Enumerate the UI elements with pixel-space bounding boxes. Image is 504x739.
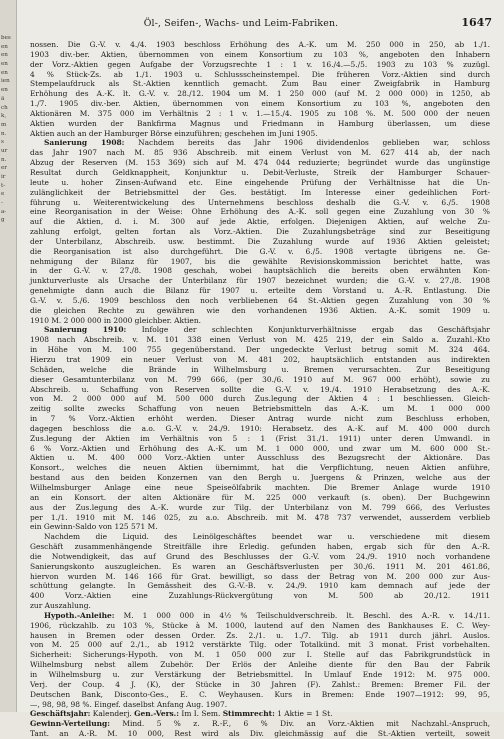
text-line: Resultat durch Geldknappheit, Konjunktur u. Debit-Verluste, Streik der Hamburger Schauer- — [30, 167, 490, 177]
text-line: die gleichen Rechte zu gewähren wie den vorhandenen 1936 Aktien. A.-K. somit 1909 u. — [30, 305, 490, 315]
text-line: das Jahr 1907 nach M. 85 936 Abschreib. mit einem Verlust von M. 627 414 ab, der nach — [30, 148, 490, 158]
previous-page-edge — [0, 0, 17, 712]
gutter-fragment: k, — [1, 113, 7, 120]
gutter-fragment: bes — [1, 35, 11, 41]
text-line: der Unterbilanz, Abschreib. usw. bestimmt. Die Zuzahlung wurde auf 1936 Aktien geleistet; — [30, 236, 490, 246]
text-line: Abschreib. u. Schaffung von Reserven sollte die G.-V. v. 19./4. 1910 Herabsetzung des A.-K. — [30, 384, 490, 394]
text-line: an ein Konsort. der alten Aktionäre für M. 225 000 verkauft (s. oben). Der Buchgewinn — [30, 492, 490, 502]
text-line: Geschäftsjahr: Kalenderj. Gen.-Vers.: Im I. Sem. Stimmrecht: 1 Aktie = 1 St. — [30, 709, 333, 719]
text-line: nehmigung der Bilanz für 1907, bis die gewählte Revisionskommission berichtet hatte, was — [30, 256, 490, 266]
text-line: Wilhelmsburg nebst allem Zubehör. Der Erlös der Anleihe diente für den Bau der Fabrik — [30, 660, 490, 670]
gutter-fragment: e — [1, 191, 5, 198]
text-line: Konsort., welches die neuen Aktien übernimmt, hat die Verpflichtung, neuen Aktien anführe, — [30, 463, 490, 473]
text-line: Geschäft zusammenhängende Streitfälle ihre Erledig. gefunden haben, ergab sich für den A.-R. — [30, 542, 490, 552]
text-line: zeitig sollte zwecks Schaffung von neuen Betriebsmitteln das A.-K. um M. 1 000 000 — [30, 404, 490, 414]
gutter-fragment: t- — [1, 182, 6, 189]
gutter-fragment: ien — [1, 78, 10, 85]
text-line: die Notwendigkeit, das auf Grund des Beschlusses der G.-V. vom 24./9. 1910 noch vorhandene — [30, 551, 490, 561]
text-line: per 1./1. 1910 mit M. 146 025, zu a.o. Abschreib. mit M. 478 737 verwendet, ausserdem verblieb — [30, 512, 490, 522]
text-line: eine Reorganisation in der Weise: Ohne Erhöhung des A.-K. soll gegen eine Zuzahlung von 30 % — [30, 207, 490, 217]
text-line: Nachdem die Liquid. des Leinölgeschäftes beendet war u. verschiedene mit diesem — [44, 532, 490, 542]
gutter-fragment: n. — [1, 130, 7, 137]
gutter-text-fragments — [1, 34, 15, 225]
running-head-title: Öl-, Seifen-, Wachs- und Leim-Fabriken. — [143, 18, 339, 29]
gutter-fragment: g — [1, 217, 5, 224]
text-line: Tant. an A.-R. M. 10 000, Rest wird als Div. gleichmässig auf die St.-Aktien verteilt, soweit — [30, 729, 490, 739]
text-line: die Reorganisation ist also durchgeführt. Die G.-V. v. 6./5. 1908 vertagte übrigens ne. Ge- — [30, 246, 490, 256]
text-line: —, 98, 98, 98 %. Eingef. daselbst Anfang Aug. 1907. — [30, 699, 228, 709]
gutter-fragment: ch — [1, 104, 8, 111]
text-line: Aktien auch an der Hamburger Börse einzuführen; geschehen im Juni 1905. — [30, 128, 318, 138]
text-line: in Höhe von M. 100 755 gegenüberstand. Der ungedeckte Verlust betrug somit M. 324 464. — [30, 345, 490, 355]
text-line: Sanierung 1908: Nachdem bereits das Jahr 1906 dividendenlos geblieben war, schloss — [44, 138, 490, 148]
text-line: in der G.-V. v. 27./8. 1908 geschah, wobei hauptsächlich die bereits oben erwähnten Kon- — [30, 266, 490, 276]
body-text — [30, 40, 490, 739]
text-line: Zus.legung der Aktien im Verhältnis von 5 : 1 (Frist 31./1. 1911) unter deren Umwandl. in — [30, 433, 490, 443]
text-line: zur Auszahlung. — [30, 601, 91, 611]
text-line: Verj. der Coup. 4 J. (K), der Stücke in 30 Jahren (F). Zahlst.: Bremen: Bremer Fil. der — [30, 679, 490, 689]
text-line: nossen. Die G.-V. v. 4./4. 1903 beschloss Erhöhung des A.-K. um M. 250 000 in 250, ab 1./1. — [30, 40, 490, 49]
text-line: 6 % Vorz.-Aktien und Erhöhung des A.-K. um M. 1 000 000, und zwar um M. 600 000 St.- — [30, 443, 490, 453]
gutter-fragment: s — [1, 139, 4, 146]
text-line: Hypoth.-Anleihe: M. 1 000 000 in 4½ % Teilschuldverschreib. lt. Beschl. des A.-R. v. 14./11. — [44, 610, 490, 620]
page-header — [30, 14, 492, 30]
text-line: Aktionären M. 375 000 im Verhältnis 2 : 1 v. 1.—15./4. 1905 zu 108 %. M. 500 000 der neuen — [30, 108, 490, 118]
text-line: hausen in Bremen oder dessen Order. Zs. 2./1. u. 1./7. Tilg. ab 1911 durch jährl. Auslos. — [30, 630, 490, 640]
text-line: auf die Aktien, d. i. M. 300 auf jede Aktie, erfolgen. Diejenigen Aktien, auf welche Zu- — [30, 217, 490, 227]
text-line: Deutschen Bank, Disconto-Ges., E. C. Weyhausen. Kurs in Bremen: Ende 1907—1912: 99, 95, — [30, 689, 490, 699]
text-line: zulänglichkeit der Betriebsmittel der Ges. bestätigt. Im Interesse einer gedeihlichen Fort- — [30, 187, 490, 197]
gutter-fragment: ä — [1, 95, 5, 102]
gutter-fragment: m — [1, 121, 7, 128]
text-line: Stempelaufdruck als St.-Aktien kenntlich gemacht. Zum Bau einer Zweigfabrik in Hamburg — [30, 79, 490, 89]
text-line: genehmigte dann auch die Bilanz für 1907 u. erteilte dem Vorstand u. A.-R. Entlastung. Die — [30, 286, 490, 296]
text-line: Aktien u. M. 400 000 Vorz.-Aktien unter Ausschluss des Bezugsrecht der Aktionäre. Das — [30, 453, 490, 463]
text-line: von M. 2 000 000 auf M. 500 000 durch Zus.legung der Aktien 4 : 1 beschliessen. Gleich- — [30, 394, 490, 404]
gutter-fragment: - — [1, 200, 3, 207]
text-line: Hierzu trat 1909 ein neuer Verlust von M. 481 202, hauptsächlich entstanden aus indirekten — [30, 355, 490, 364]
text-line: 4 % Stück-Zs. ab 1./1. 1903 u. Schlussscheinstempel. Die früheren Vorz.-Aktien sind durch — [30, 69, 490, 79]
text-line: Sicherheit: Sicherungs-Hypoth. von M. 1 050 000 zur I. Stelle auf das Fabrikgrundstück in — [30, 650, 490, 660]
text-line: in Wilhelmsburg u. zur Verstärkung der Betriebsmittel. In Umlauf Ende 1912: M. 975 000. — [30, 670, 490, 679]
text-line: Erhöhung des A.-K. lt. G.-V. v. 28./12. 1904 um M. 1 250 000 (auf M. 2 000 000) in 1250, ab — [30, 89, 490, 99]
text-line: Abzug der Reserven (M. 153 369) sich auf M. 474 044 reduzierte; begründet wurde das ungünstige — [30, 158, 490, 168]
text-line: dieser Gesamtunterbilanz von M. 799 666, (per 30./6. 1910 auf M. 967 000 erhöht), sowie zu — [30, 374, 490, 384]
text-line: leute u. hoher Zinsen-Aufwand etc. Eine eingehende Prüfung der Verhältnisse hat die Un- — [30, 177, 490, 187]
gutter-fragment: ir — [1, 174, 6, 180]
gutter-fragment: n. — [1, 156, 7, 163]
text-line: in 7 % Vorz.-Aktien erhöht werden. Dieser Antrag wurde nicht zum Beschluss erhoben, — [30, 414, 490, 424]
text-line: Aktien wurden der Bankfirma Magnus und Friedmann in Hamburg überlassen, um diese — [30, 118, 490, 128]
text-line: G.-V. v. 5./6. 1909 beschloss den noch verbliebenen 64 St.-Aktien gegen Zuzahlung von 30 % — [30, 295, 490, 305]
text-line: 1908 nach Abschreib. v. M. 101 338 einen Verlust von M. 425 219, der ein Saldo a. Zuzahl.-Kto — [30, 335, 490, 345]
text-line: junkturverluste als Ursache der Unterbilanz für 1907 bezeichnet wurden; die G.-V. v. 27./8. 1908 — [30, 276, 490, 286]
gutter-fragment: en — [1, 52, 8, 59]
gutter-fragment: a- — [1, 208, 7, 215]
text-line: Sanierung 1910: Infolge der schlechten Konjunkturverhältnisse ergab das Geschäftsjahr — [44, 325, 490, 335]
gutter-fragment: en — [1, 61, 8, 68]
gutter-fragment: en — [1, 69, 8, 76]
text-line: 1906, rückzahlb. zu 103 %, Stücke à M. 1000, lautend auf den Namen des Bankhauses E. C. Wey- — [30, 620, 490, 630]
text-line: Schäden, welche die Brände in Wilhelmsburg u. Bremen verursachten. Zur Beseitigung — [30, 364, 490, 374]
gutter-fragment: en — [1, 87, 8, 94]
text-line: Gewinn-Verteilung: Mind. 5 % z. R.-F., 6 % Div. an Vorz.-Aktien mit Nachzahl.-Anspruch, — [30, 719, 490, 729]
gutter-fragment: en — [1, 43, 8, 50]
gutter-fragment: er — [1, 165, 7, 172]
text-line: Sanierungskonto auszugleichen. Es waren an Geschäftsverlusten per 30./6. 1911 M. 201 461.86, — [30, 561, 490, 571]
text-line: 1./7. 1905 div.-ber. Aktien, übernommen von einem Konsortium zu 103 %, angeboten den — [30, 99, 490, 109]
gutter-fragment: ur — [1, 147, 8, 154]
text-line: 400 Vorz.-Aktien eine Zuzahlungs-Rückvergütung von M. 500 ab 20./12. 1911 — [30, 591, 490, 601]
text-line: zahlung erfolgt, gelten fortan als Vorz.-Aktien. Die Zuzahlungsbeträge sind zur Beseitigung — [30, 227, 490, 237]
text-line: hiervon wurden M. 146 166 für Grat. bewilligt, so dass der Betrag von M. 200 000 zur Aus- — [30, 571, 490, 581]
text-line: von M. 25 000 auf 2./1., ab 1912 verstärkte Tilg. oder Totalkünd. mit 3 monat. Frist vorbehalten. — [30, 640, 490, 650]
text-line: führung u. Weiterentwickelung des Unternehmens beschloss deshalb die G.-V. v. 6./5. 1908 — [30, 197, 490, 207]
text-line: Wilhelmsburger Anlage eine neue Speiseölfabrik machten. Die Bremer Anlage wurde 1910 — [30, 482, 490, 492]
text-line: schüttung gelangte. In Gemässheit des G.-V.-B. v. 24./9. 1910 kam demnach auf jede der — [30, 581, 490, 591]
text-line: aus der Zus.legung des A.-K. wurde zur Tilg. der Unterbilanz von M. 799 666, des Verlustes — [30, 502, 490, 512]
text-line: dagegen beschloss die a.o. G.-V. v. 24./9. 1910: Herabsetz. des A.-K. auf M. 400 000 durch — [30, 423, 490, 433]
page-number: 1647 — [461, 16, 492, 29]
text-line: 1903 div.-ber. Aktien, übernommen von einem Konsortium zu 103 %, angeboten den Inhabern — [30, 49, 490, 59]
text-line: bestand aus den beiden Konzernen van den Bergh u. Juergens & Prinzen, welche aus der — [30, 473, 490, 483]
text-line: ein Gewinn-Saldo von 125 571 M. — [30, 522, 158, 532]
text-line: der Vorz.-Aktien gegen Aufgabe der Vorzugsrechte 1 : 1 v. 16./4.—5./5. 1903 zu 103 % zuzügl. — [30, 59, 490, 69]
text-line: 1910 M. 2 000 000 in 2000 gleichber. Aktien. — [30, 315, 201, 325]
